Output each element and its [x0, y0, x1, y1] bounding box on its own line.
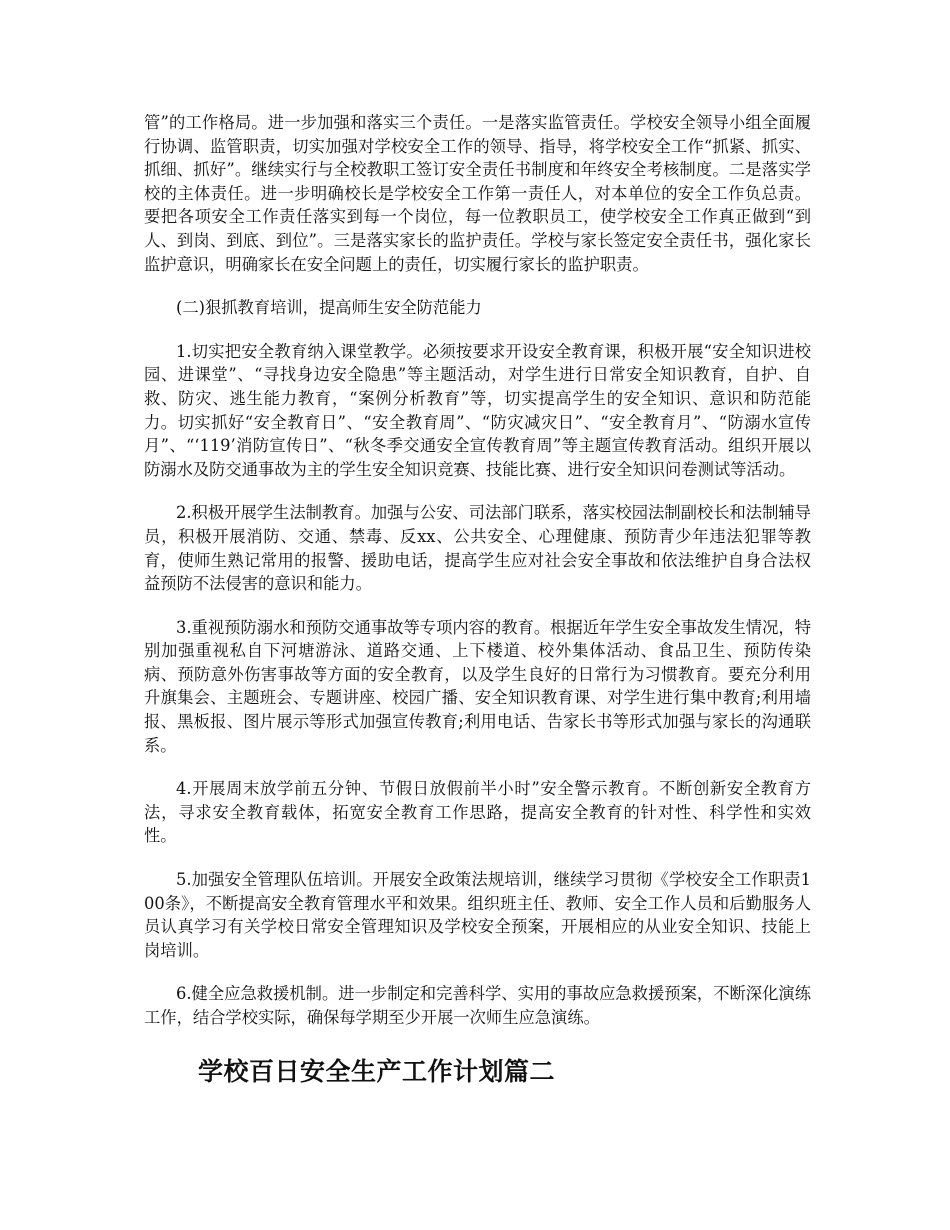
- paragraph-item-3: 3.重视预防溺水和预防交通事故等专项内容的教育。根据近年学生安全事故发生情况，特别加强重视私自下河塘游泳、道路交通、上下楼道、校外集体活动、食品卫生、预防传染病、预防意外伤害事故等方面的安全教育，以及学生良好的日常行为习惯教育。要充分利用升旗集会、主题班会、专题讲座、校园广播、安全知识教育课、对学生进行集中教育;利用墙报、黑板报、图片展示等形式加强宣传教育;利用电话、告家长书等形式加强与家长的沟通联系。: [144, 617, 811, 755]
- document-page: [144, 111, 811, 1090]
- paragraph-item-5: 5.加强安全管理队伍培训。开展安全政策法规培训，继续学习贯彻《学校安全工作职责100条》，不断提高安全教育管理水平和效果。组织班主任、教师、安全工作人员和后勤服务人员认真学习有关学校日常安全管理知识及学校安全预案，开展相应的从业安全知识、技能上岗培训。: [144, 870, 811, 960]
- section-subheading: (二)狠抓教育培训，提高师生安全防范能力: [176, 298, 482, 318]
- paragraph-item-4: 4.开展周末放学前五分钟、节假日放假前半小时”安全警示教育。不断创新安全教育方法，寻求安全教育载体，拓宽安全教育工作思路，提高安全教育的针对性、科学性和实效性。: [144, 779, 811, 846]
- section-heading: 学校百日安全生产工作计划篇二: [198, 1056, 556, 1086]
- paragraph-responsibility: 管”的工作格局。进一步加强和落实三个责任。一是落实监管责任。学校安全领导小组全面履行协调、监管职责，切实加强对学校安全工作的领导、指导，将学校安全工作“抓紧、抓实、抓细、抓好”。继续实行与全校教职工签订安全责任书制度和年终安全考核制度。二是落实学校的主体责任。进一步明确校长是学校安全工作第一责任人，对本单位的安全工作负总责。要把各项安全工作责任落实到每一个岗位，每一位教职员工，使学校安全工作真正做到“到人、到岗、到底、到位”。三是落实家长的监护责任。学校与家长签定安全责任书，强化家长监护意识，明确家长在安全问题上的责任，切实履行家长的监护职责。: [144, 113, 811, 274]
- paragraph-item-1: 1.切实把安全教育纳入课堂教学。必须按要求开设安全教育课，积极开展“安全知识进校园、进课堂”、“寻找身边安全隐患”等主题活动，对学生进行日常安全知识教育，自护、自救、防灾、逃生能力教育，“案例分析教育”等，切实提高学生的安全知识、意识和防范能力。切实抓好“安全教育日”、“安全教育周”、“防灾减灾日”、“安全教育月”、“防溺水宣传月”、“‘119’消防宣传日”、“秋冬季交通安全宣传教育周”等主题宣传教育活动。组织开展以防溺水及防交通事故为主的学生安全知识竞赛、技能比赛、进行安全知识问卷测试等活动。: [144, 341, 811, 479]
- paragraph-item-2: 2.积极开展学生法制教育。加强与公安、司法部门联系，落实校园法制副校长和法制辅导员，积极开展消防、交通、禁毒、反xx、公共安全、心理健康、预防青少年违法犯罪等教育，使师生熟记常用的报警、援助电话，提高学生应对社会安全事故和依法维护自身合法权益预防不法侵害的意识和能力。: [144, 503, 811, 594]
- paragraph-item-6: 6.健全应急救援机制。进一步制定和完善科学、实用的事故应急救援预案，不断深化演练工作，结合学校实际，确保每学期至少开展一次师生应急演练。: [144, 984, 811, 1027]
